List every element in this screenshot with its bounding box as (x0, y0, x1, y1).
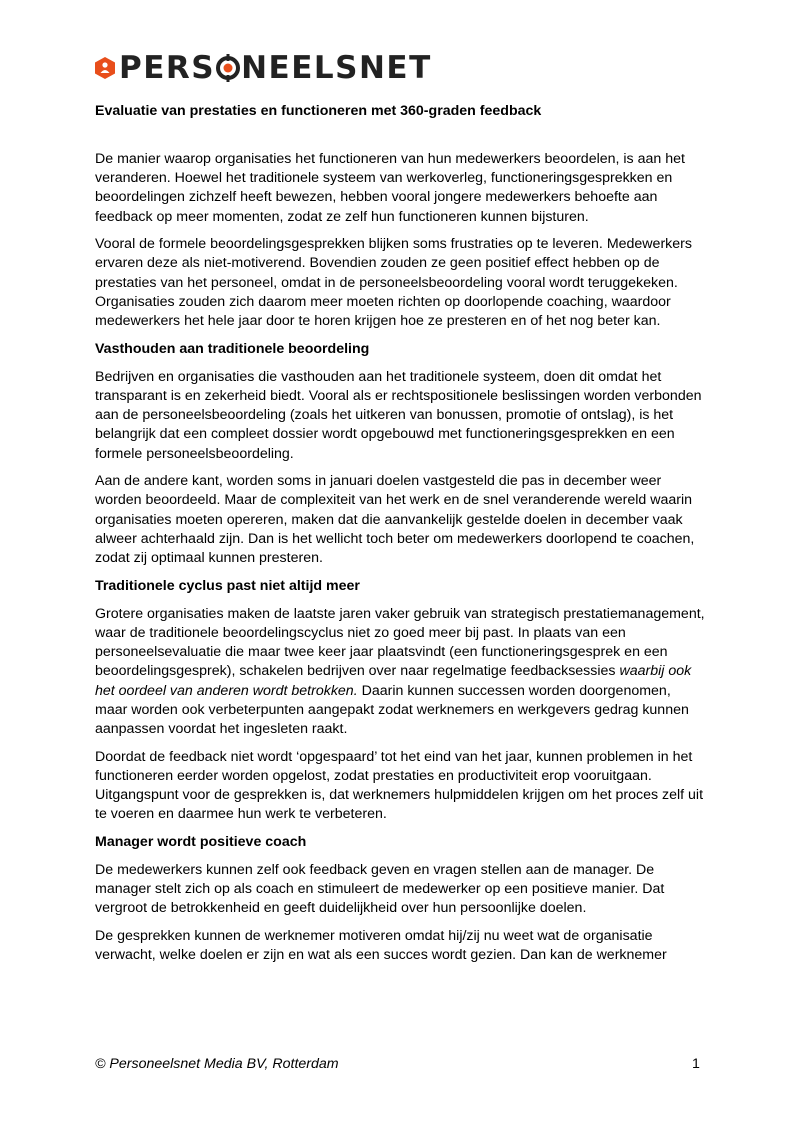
paragraph: Aan de andere kant, worden soms in januari doelen vastgesteld die pas in december weer worden beoordeeld. Maar de complexiteit van het werk en de snel veranderende wereld waarin organisaties moeten opereren, maken dat die aanvankelijk gestelde doelen in december vaak alweer achterhaald zijn. Dan is het wellicht toch beter om medewerkers doorlopend te coachen, zodat zij optimaal kunnen presteren. (95, 473, 695, 567)
section-heading: Vasthouden aan traditionele beoordeling (95, 340, 370, 357)
emphasized-text: waarbij ook het oordeel van anderen wordt betrokken. (95, 663, 692, 699)
logo-target-o-icon (215, 52, 241, 84)
paragraph: De gesprekken kunnen de werknemer motiveren omdat hij/zij nu weet wat de organisatie verwacht, welke doelen er zijn en wat als een succes wordt gezien. Dan kan de werknemer (95, 928, 667, 964)
personeelsnet-logo (94, 52, 432, 84)
footer-copyright: © Personeelsnet Media BV, Rotterdam (95, 1056, 339, 1072)
paragraph (95, 605, 705, 739)
logo-text-left: PERS (119, 50, 216, 86)
paragraph: Bedrijven en organisaties die vasthouden aan het traditionele systeem, doen dit omdat het transparant is en zekerheid biedt. Vooral als er rechtspositionele beslissingen worden verbonden aan de personeelsbeoordeling (zoals het uitkeren van bonussen, promotie of ontslag), is het belangrijk dat een compleet dossier wordt opgebouwd met functioneringsgesprekken en een formele personeelsbeoordeling. (95, 368, 702, 462)
hexagon-person-icon (94, 56, 116, 80)
section-heading: Manager wordt positieve coach (95, 833, 307, 850)
paragraph: Doordat de feedback niet wordt ‘opgespaard’ tot het eind van het jaar, kunnen problemen in het functioneren eerder worden opgelost, zodat prestaties en productiviteit erop vooruitgaan. Uitgangspunt voor de gesprekken is, dat werknemers hulpmiddelen krijgen om het proces zelf uit te voeren en daarmee hun werk te verbeteren. (95, 748, 704, 823)
logo-text-right: NEELSNET (241, 50, 432, 86)
paragraph: Vooral de formele beoordelingsgesprekken blijken soms frustraties op te leveren. Medewerkers ervaren deze als niet-motiverend. Bovendien zouden ze geen positief effect hebben op de prestaties van het personeel, omdat in de personeelsbeoordeling vooral wordt teruggekeken. Organisaties zouden zich daarom meer moeten richten op doorlopende coaching, waardoor medewerkers het hele jaar door te horen krijgen hoe ze presteren en of het nog beter kan. (95, 236, 692, 330)
section-heading: Traditionele cyclus past niet altijd meer (95, 577, 360, 594)
paragraph: De medewerkers kunnen zelf ook feedback geven en vragen stellen aan de manager. De manager stelt zich op als coach en stimuleert de medewerker op een positieve manier. Dat vergroot de betrokkenheid en geeft duidelijkheid over hun persoonlijke doelen. (95, 862, 665, 917)
page-number: 1 (692, 1056, 700, 1072)
paragraph-text: Daarin kunnen successen worden doorgenomen, maar worden ook verbeterpunten aangepakt zodat werknemers en werkgevers gedrag kunnen aanpassen voordat het ingesleten raakt. (95, 682, 689, 738)
paragraph: De manier waarop organisaties het functioneren van hun medewerkers beoordelen, is aan het veranderen. Hoewel het traditionele systeem van werkoverleg, functioneringsgesprekken en beoordelingen zichzelf heeft bewezen, hebben vooral jongere medewerkers behoefte aan feedback op meer momenten, zodat ze zelf hun functioneren kunnen bijsturen. (95, 151, 685, 225)
document-body (95, 150, 705, 974)
document-title: Evaluatie van prestaties en functioneren met 360-graden feedback (95, 103, 542, 119)
paragraph-text: Grotere organisaties maken de laatste jaren vaker gebruik van strategisch prestatiemanagement, waar de traditionele beoordelingscyclus niet zo goed meer bij past. In plaats van een personeelsevaluatie die maar twee keer jaar plaatsvindt (een functioneringsgesprek en een beoordelingsgesprek), schakelen bedrijven over naar regelmatige feedbacksessies (95, 605, 705, 680)
